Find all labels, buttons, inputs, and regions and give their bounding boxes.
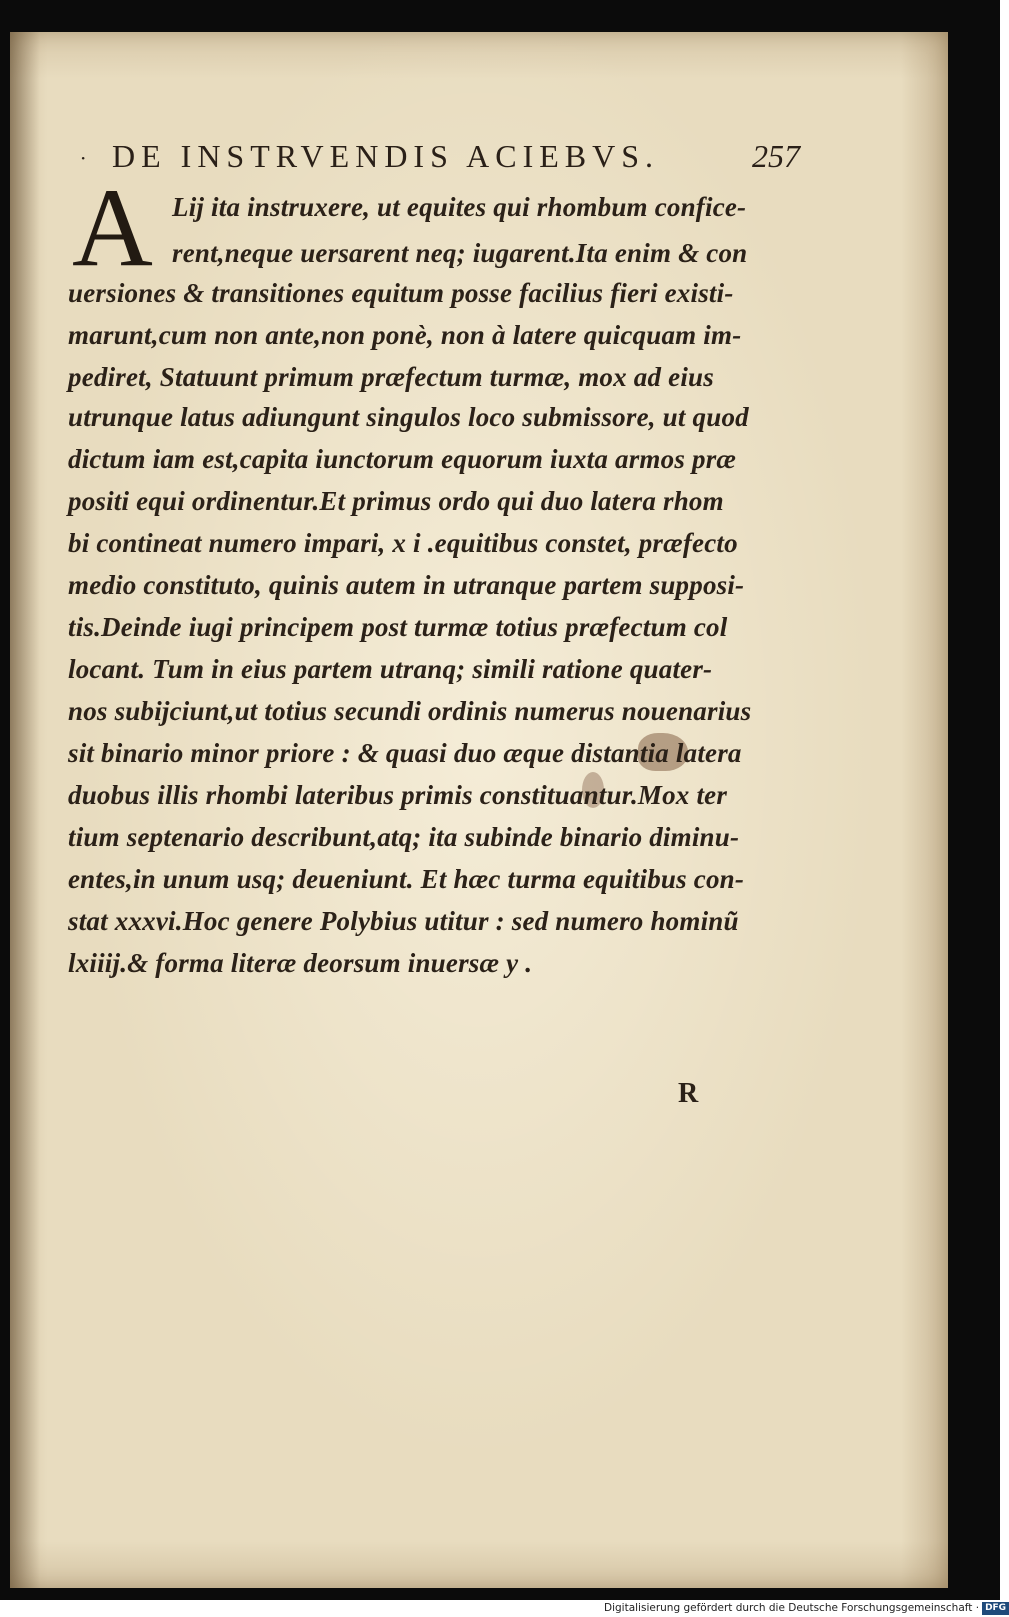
text-line: Lij ita instruxere, ut equites qui rhombum confice- xyxy=(172,192,747,222)
header-title: DE INSTRVENDIS ACIEBVS. xyxy=(112,138,660,174)
drop-cap-initial: A xyxy=(72,166,153,290)
text-line: pediret, Statuunt primum præfectum turmæ, mox ad eius xyxy=(68,362,714,392)
footer-text: Digitalisierung gefördert durch die Deutsche Forschungsgemeinschaft · xyxy=(604,1602,980,1614)
signature-mark: R xyxy=(678,1078,699,1109)
text-line: positi equi ordinentur.Et primus ordo qui duo latera rhom xyxy=(68,486,724,516)
text-line: entes,in unum usq; deueniunt. Et hæc turma equitibus con- xyxy=(68,864,745,894)
text-line: rent,neque uersarent neq; iugarent.Ita enim & con xyxy=(172,238,748,268)
text-line: nos subijciunt,ut totius secundi ordinis numerus nouenarius xyxy=(68,696,752,726)
footer-credit xyxy=(604,1600,1007,1617)
text-line: stat xxxvi.Hoc genere Polybius utitur : sed numero hominũ xyxy=(68,906,739,936)
text-line: duobus illis rhombi lateribus primis constituantur.Mox ter xyxy=(68,780,728,810)
text-line: marunt,cum non ante,non ponè, non à latere quicquam im- xyxy=(68,320,742,350)
page-number: 257 xyxy=(752,138,800,174)
text-line: uersiones & transitiones equitum posse facilius fieri existi- xyxy=(68,278,734,308)
header-dot: · xyxy=(80,146,87,170)
dfg-logo-badge: DFG xyxy=(982,1602,1009,1615)
text-line: medio constituto, quinis autem in utranque partem supposi- xyxy=(68,570,745,600)
text-line: tium septenario describunt,atq; ita subinde binario diminu- xyxy=(68,822,740,852)
text-line: tis.Deinde iugi principem post turmæ totius præfectum col xyxy=(68,612,728,642)
text-line: dictum iam est,capita iunctorum equorum iuxta armos præ xyxy=(68,444,737,474)
text-line: sit binario minor priore : & quasi duo æque distantia latera xyxy=(68,738,742,768)
text-line: bi contineat numero impari, x i .equitibus constet, præfecto xyxy=(68,528,738,558)
text-line: locant. Tum in eius partem utranq; simili ratione quater- xyxy=(68,654,713,684)
text-line: lxiiij.& forma literæ deorsum inuersæ y . xyxy=(68,948,533,978)
text-line: utrunque latus adiungunt singulos loco submissore, ut quod xyxy=(68,402,749,432)
